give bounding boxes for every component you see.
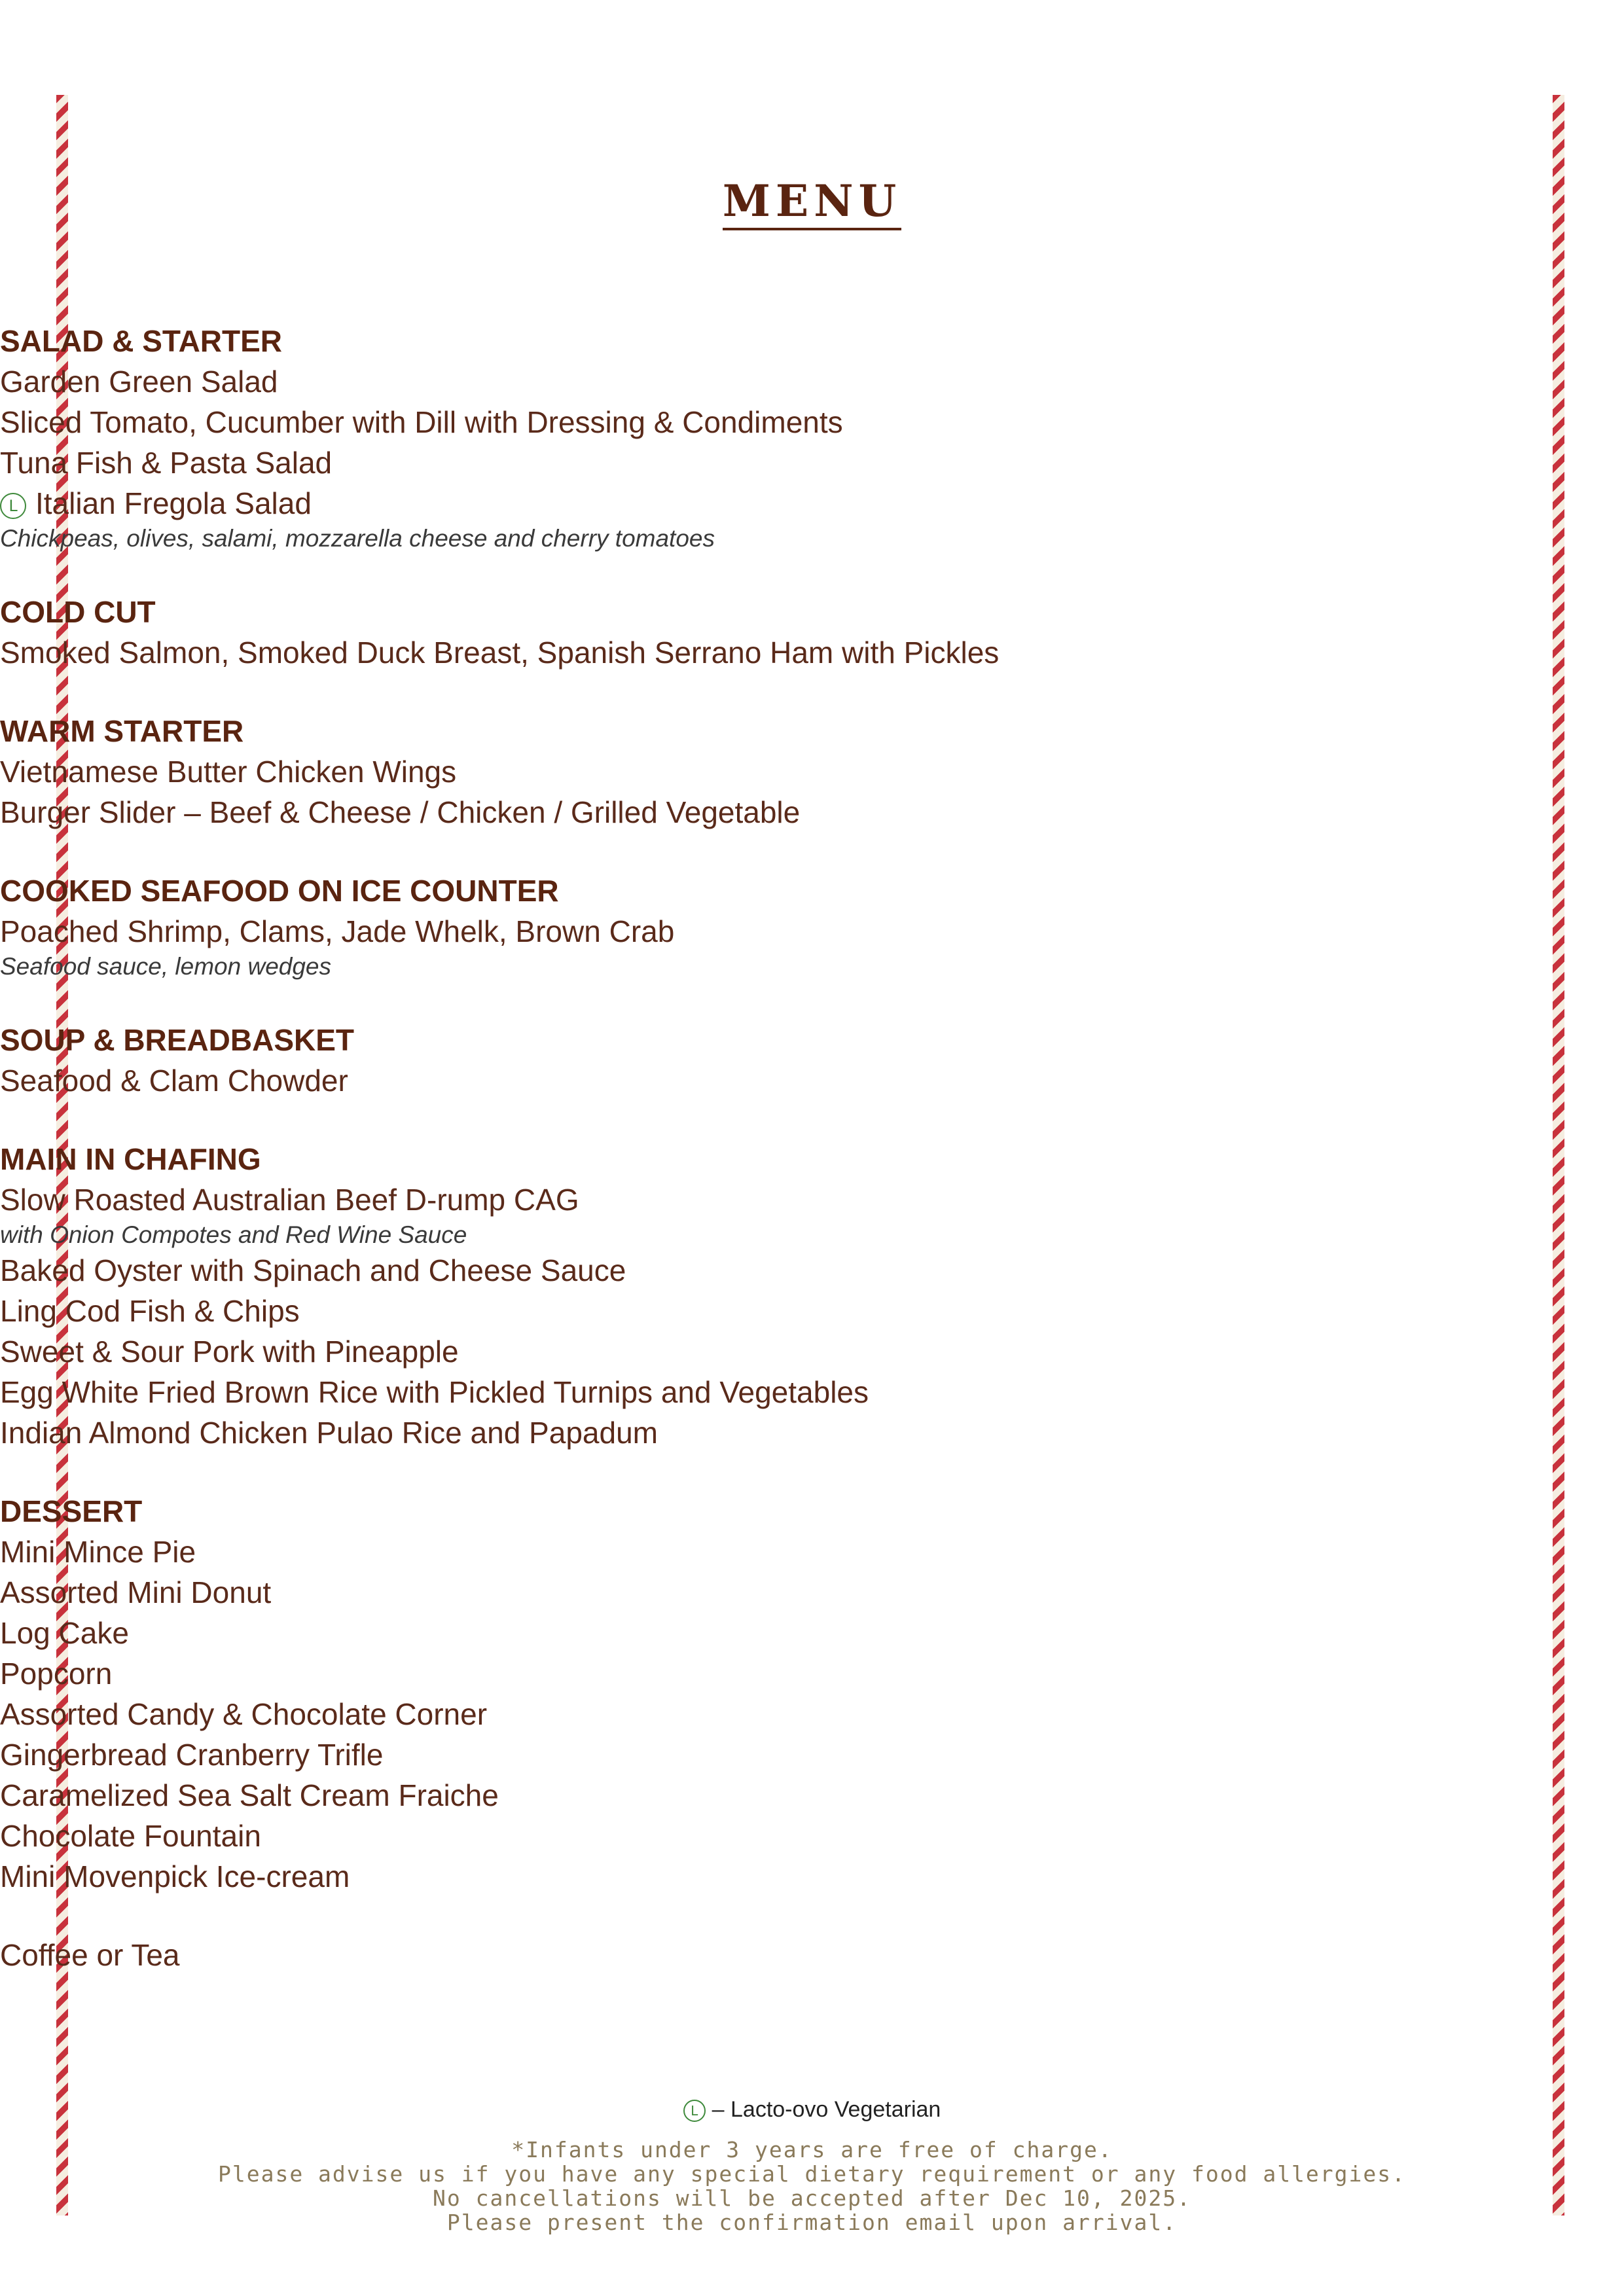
menu-item: Baked Oyster with Spinach and Cheese Sauce bbox=[0, 1253, 626, 1287]
section-main-in-chafing bbox=[0, 1139, 1624, 1453]
menu-item: Coffee or Tea bbox=[0, 1938, 180, 1972]
menu-item: Chocolate Fountain bbox=[0, 1819, 261, 1853]
section-dessert bbox=[0, 1491, 1624, 1897]
menu-item: Egg White Fried Brown Rice with Pickled Turnips and Vegetables bbox=[0, 1375, 869, 1409]
footer-note: Please advise us if you have any special dietary requirement or any food allergies. bbox=[217, 2161, 1407, 2187]
footer-note: Please present the confirmation email upon arrival. bbox=[446, 2210, 1178, 2235]
menu-item-vegetarian bbox=[0, 483, 1624, 524]
menu-item: Sweet & Sour Pork with Pineapple bbox=[0, 1335, 459, 1369]
menu-item: Burger Slider – Beef & Cheese / Chicken / Grilled Vegetable bbox=[0, 795, 801, 829]
menu-item: Smoked Salmon, Smoked Duck Breast, Spanish Serrano Ham with Pickles bbox=[0, 636, 1000, 670]
section-heading: SOUP & BREADBASKET bbox=[0, 1023, 354, 1057]
footer-note: *Infants under 3 years are free of charge. bbox=[511, 2137, 1113, 2162]
section-cooked-seafood bbox=[0, 870, 1624, 982]
section-soup-breadbasket bbox=[0, 1020, 1624, 1101]
menu-item: Sliced Tomato, Cucumber with Dill with Dressing & Condiments bbox=[0, 405, 843, 439]
menu-item: Gingerbread Cranberry Trifle bbox=[0, 1738, 384, 1772]
menu-item: Indian Almond Chicken Pulao Rice and Papadum bbox=[0, 1416, 658, 1450]
section-heading: DESSERT bbox=[0, 1494, 143, 1528]
section-heading: SALAD & STARTER bbox=[0, 324, 283, 358]
menu-item: Popcorn bbox=[0, 1657, 113, 1691]
menu-item: Ling Cod Fish & Chips bbox=[0, 1294, 300, 1328]
menu-item: Log Cake bbox=[0, 1616, 129, 1650]
item-description: Chickpeas, olives, salami, mozzarella cheese and cherry tomatoes bbox=[0, 525, 715, 552]
menu-item: Poached Shrimp, Clams, Jade Whelk, Brown Crab bbox=[0, 914, 675, 948]
menu-item: Assorted Mini Donut bbox=[0, 1575, 272, 1609]
vegetarian-legend bbox=[0, 2094, 1624, 2125]
menu-item: Slow Roasted Australian Beef D-rump CAG bbox=[0, 1183, 579, 1217]
section-salad-starter bbox=[0, 321, 1624, 554]
section-beverage bbox=[0, 1935, 1624, 1975]
item-description: Seafood sauce, lemon wedges bbox=[0, 953, 332, 980]
section-warm-starter bbox=[0, 711, 1624, 833]
legend-label: – Lacto-ovo Vegetarian bbox=[712, 2097, 941, 2122]
menu-item: Tuna Fish & Pasta Salad bbox=[0, 446, 333, 480]
menu-item: Seafood & Clam Chowder bbox=[0, 1064, 348, 1098]
footer-note: No cancellations will be accepted after Dec 10, 2025. bbox=[433, 2185, 1191, 2211]
menu-item: Assorted Candy & Chocolate Corner bbox=[0, 1697, 488, 1731]
footer bbox=[0, 2094, 1624, 2234]
menu-item-label: Italian Fregola Salad bbox=[35, 486, 312, 520]
menu-item: Mini Mince Pie bbox=[0, 1535, 196, 1569]
section-heading: COOKED SEAFOOD ON ICE COUNTER bbox=[0, 874, 559, 908]
vegetarian-icon: L bbox=[683, 2100, 706, 2122]
menu-item: Caramelized Sea Salt Cream Fraiche bbox=[0, 1778, 499, 1812]
section-heading: COLD CUT bbox=[0, 595, 156, 629]
section-heading: WARM STARTER bbox=[0, 714, 244, 748]
menu-item: Vietnamese Butter Chicken Wings bbox=[0, 755, 457, 789]
menu-item: Garden Green Salad bbox=[0, 365, 278, 399]
section-heading: MAIN IN CHAFING bbox=[0, 1142, 261, 1176]
item-description: with Onion Compotes and Red Wine Sauce bbox=[0, 1221, 467, 1248]
page-title: MENU bbox=[0, 175, 1624, 226]
vegetarian-icon: L bbox=[0, 493, 26, 519]
section-cold-cut bbox=[0, 592, 1624, 673]
menu-body bbox=[0, 321, 1624, 2013]
menu-item: Mini Movenpick Ice-cream bbox=[0, 1859, 350, 1893]
